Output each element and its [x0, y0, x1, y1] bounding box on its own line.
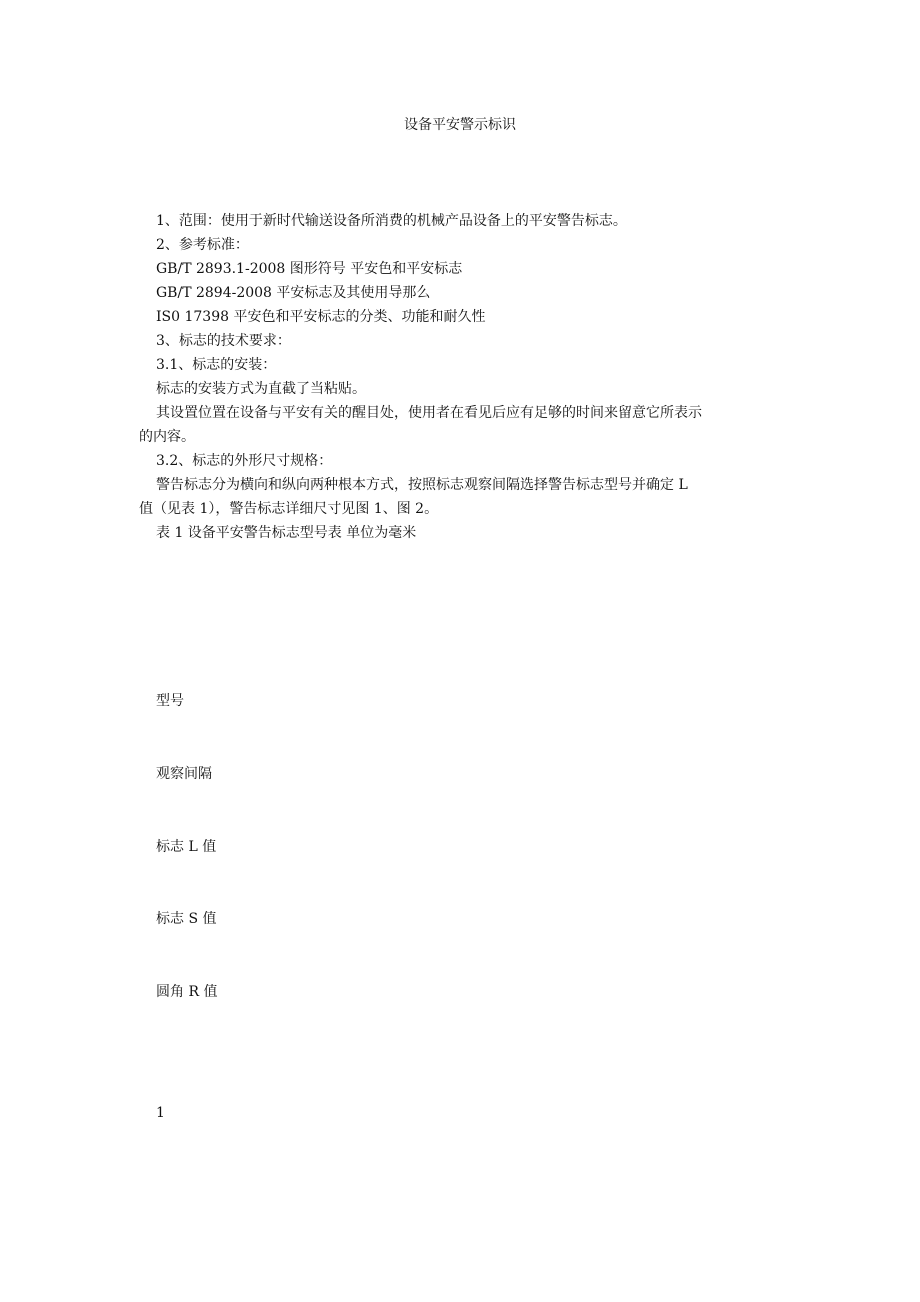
paragraph-standard-1: GB/T 2893.1-2008 图形符号 平安色和平安标志: [156, 261, 463, 277]
paragraph-install-heading: 3.1、标志的安装：: [156, 357, 277, 373]
table-header-s-value: 标志 S 值: [156, 911, 217, 927]
paragraph-size-heading: 3.2、标志的外形尺寸规格：: [156, 453, 333, 469]
paragraph-install-method: 标志的安装方式为直截了当粘贴。: [156, 381, 366, 397]
paragraph-scope: 1、范围：使用于新时代输送设备所消费的机械产品设备上的平安警告标志。: [156, 213, 627, 229]
paragraph-position-line-2: 的内容。: [139, 429, 195, 445]
paragraph-size-line-2: 值（见表 1），警告标志详细尺寸见图 1、图 2。: [139, 501, 439, 517]
paragraph-tech-heading: 3、标志的技术要求：: [156, 333, 291, 349]
table-header-l-value: 标志 L 值: [156, 839, 217, 855]
table-caption: 表 1 设备平安警告标志型号表 单位为毫米: [156, 525, 417, 541]
paragraph-standard-2: GB/T 2894-2008 平安标志及其使用导那么: [156, 285, 431, 301]
table-cell-model-1: 1: [156, 1105, 165, 1121]
paragraph-position-line-1: 其设置位置在设备与平安有关的醒目处，使用者在看见后应有足够的时间来留意它所表示: [156, 405, 702, 421]
paragraph-reference-heading: 2、参考标准：: [156, 237, 249, 253]
paragraph-size-line-1: 警告标志分为横向和纵向两种根本方式，按照标志观察间隔选择警告标志型号并确定 L: [156, 477, 688, 493]
table-header-model: 型号: [156, 693, 184, 709]
table-header-r-value: 圆角 R 值: [156, 984, 218, 1000]
document-title: 设备平安警示标识: [404, 117, 516, 133]
table-header-distance: 观察间隔: [156, 766, 212, 782]
paragraph-standard-3: IS0 17398 平安色和平安标志的分类、功能和耐久性: [156, 309, 486, 325]
